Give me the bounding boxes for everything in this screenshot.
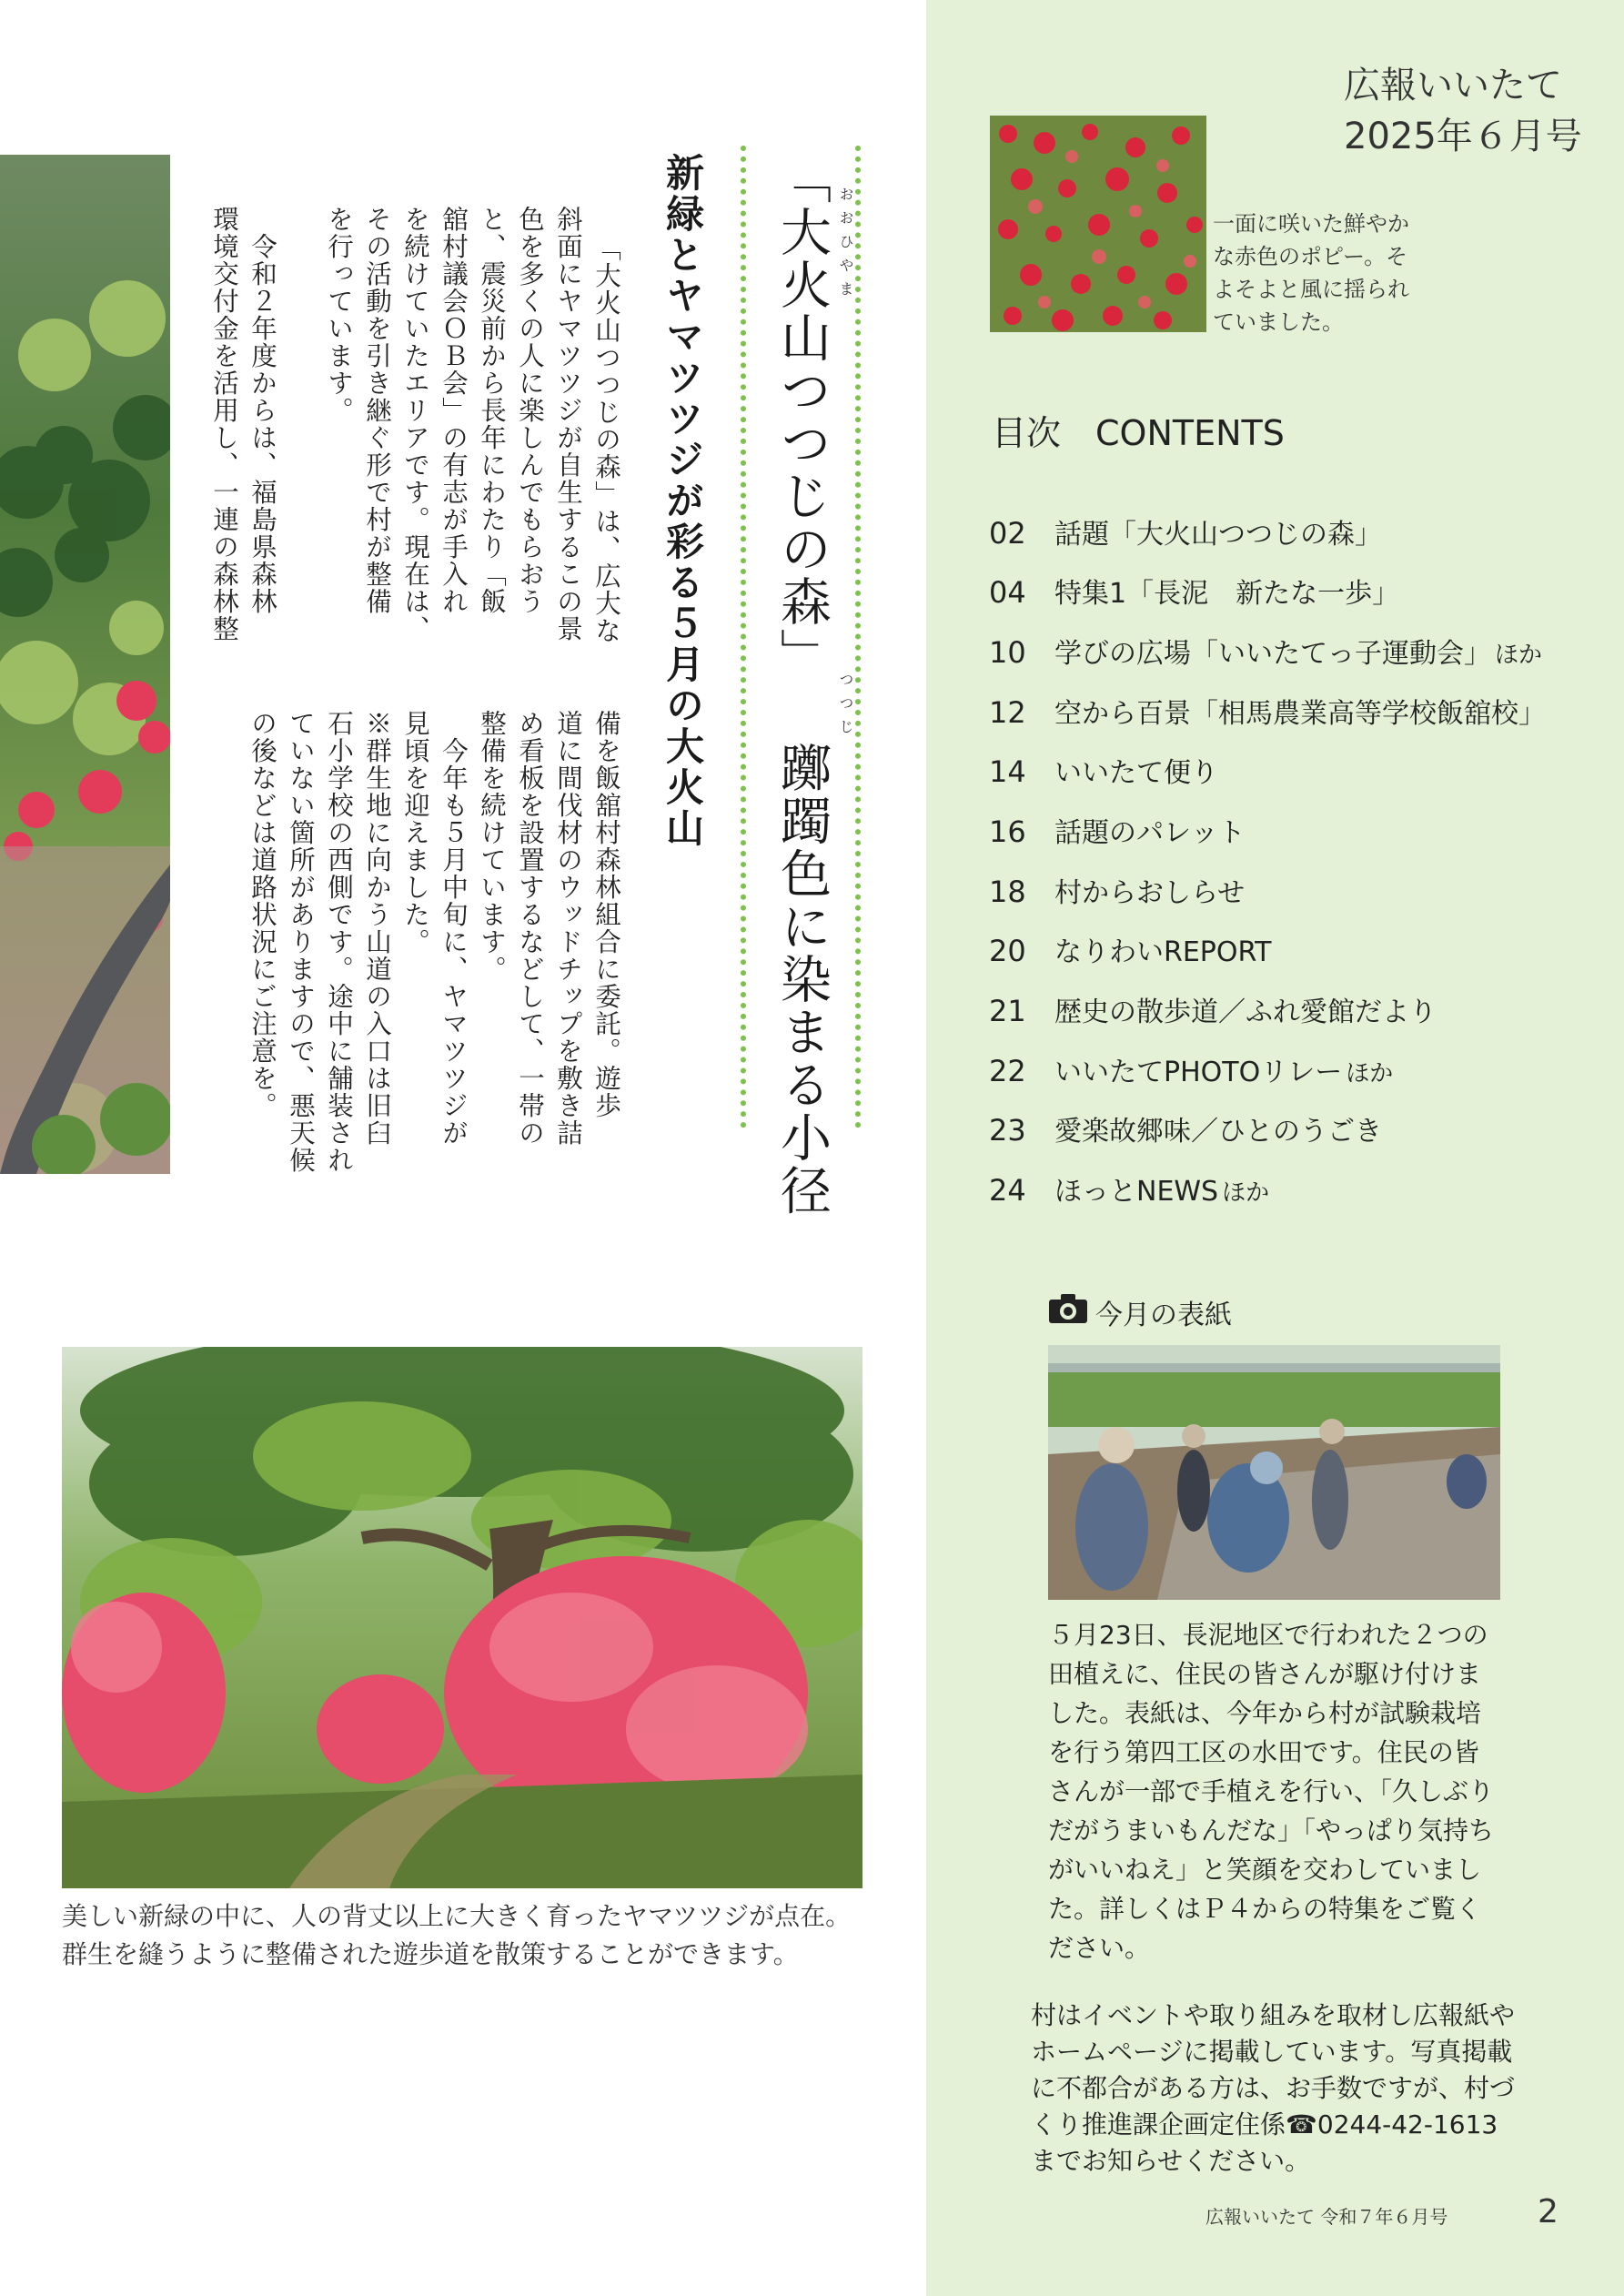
toc-title: 愛楽故郷味／ひとのうごき bbox=[1054, 1116, 1382, 1148]
toc-item[interactable] bbox=[989, 929, 1276, 966]
azalea-path-photo bbox=[62, 1347, 862, 1888]
body-line: と、震災前から長年にわたり「飯 bbox=[477, 206, 507, 615]
body-line: 「大火山つつじの森」は、広大な bbox=[591, 235, 621, 644]
toc-page-number: 18 bbox=[989, 875, 1026, 909]
cover-description: ５月23日、長泥地区で行われた２つの田植えに、住民の皆さんが駆け付けました。表紙は、今年から村が試験栽培を行う第四工区の水田です。住民の皆さんが一部で手植えを行い、「久しぶりだがうまいもんだな」「やっぱり気持ちがいいねえ」と笑顔を交わしていました。詳しくはＰ４からの特集をご覧ください。 bbox=[1048, 1620, 1495, 1963]
publication-name: 広報いいたて bbox=[1344, 65, 1562, 106]
body-line: 整備を続けています。 bbox=[477, 710, 507, 983]
toc-item[interactable] bbox=[989, 691, 1549, 730]
body-line: 備を飯舘村森林組合に委託。遊歩 bbox=[591, 710, 621, 1119]
body-line: 道に間伐材のウッドチップを敷き詰 bbox=[553, 710, 583, 1147]
mountain-slope-photo bbox=[0, 155, 170, 1174]
azalea-photo-caption-line-2: 群生を縫うように整備された遊歩道を散策することができます。 bbox=[62, 1939, 799, 1969]
toc-title: 村からおしらせ bbox=[1054, 877, 1246, 909]
body-line: 舘村議会ＯＢ会」の有志が手入れ bbox=[439, 206, 469, 615]
toc-title: 学びの広場「いいたてっ子運動会」 bbox=[1054, 638, 1491, 670]
body-line: 今年も５月中旬に、ヤマツツジが bbox=[439, 710, 469, 1147]
toc-page-number: 22 bbox=[989, 1054, 1026, 1088]
toc-title: いいたて便り bbox=[1054, 757, 1218, 789]
rice-planting-photo bbox=[1048, 1345, 1500, 1600]
toc-page-number: 16 bbox=[989, 814, 1026, 849]
toc-page-number: 24 bbox=[989, 1173, 1026, 1208]
toc-page-number: 04 bbox=[989, 575, 1026, 610]
body-line: ※群生地に向かう山道の入口は旧臼 bbox=[362, 710, 392, 1147]
toc-title: 話題のパレット bbox=[1054, 817, 1246, 849]
body-line: 色を多くの人に楽しんでもらおう bbox=[515, 206, 545, 615]
toc-item[interactable] bbox=[989, 571, 1403, 610]
cover-heading bbox=[1048, 1292, 1232, 1332]
toc-item[interactable] bbox=[989, 750, 1222, 789]
toc-item[interactable] bbox=[989, 511, 1386, 551]
body-line: ていない箇所がありますので、悪天候 bbox=[286, 710, 316, 1174]
toc-suffix: ほか bbox=[1222, 1179, 1270, 1207]
cover-heading-label: 今月の表紙 bbox=[1095, 1300, 1232, 1331]
mountain-slope-image bbox=[0, 155, 170, 1174]
poppy-image bbox=[990, 116, 1206, 332]
toc-title: いいたてPHOTOリレー bbox=[1054, 1057, 1343, 1088]
title-left-dotted-line bbox=[741, 146, 746, 1128]
toc-title: 歴史の散歩道／ふれ愛館だより bbox=[1054, 996, 1437, 1028]
toc-title: 空から百景「相馬農業高等学校飯舘校」 bbox=[1054, 698, 1546, 730]
rice-planting-image bbox=[1048, 1345, 1500, 1600]
title-ruby-tsutsuji: つつじ bbox=[837, 672, 854, 743]
body-line: 石小学校の西側です。途中に舗装され bbox=[324, 710, 354, 1174]
body-line: を行っています。 bbox=[324, 206, 354, 424]
azalea-path-image bbox=[62, 1347, 862, 1888]
toc-page-number: 14 bbox=[989, 754, 1026, 789]
toc-suffix: ほか bbox=[1495, 642, 1543, 669]
body-line: その活動を引き継ぐ形で村が整備 bbox=[362, 206, 392, 615]
body-line: を続けていたエリアです。現在は、 bbox=[400, 206, 430, 642]
toc-page-number: 02 bbox=[989, 516, 1026, 551]
toc-title: 特集1「長泥 新たな一歩」 bbox=[1054, 578, 1400, 610]
poppy-caption: 一面に咲いた鮮やかな赤色のポピー。そよそよと風に揺られていました。 bbox=[1213, 211, 1409, 335]
toc-item[interactable] bbox=[989, 810, 1249, 849]
toc-title: 話題「大火山つつじの森」 bbox=[1054, 519, 1382, 551]
body-line: の後などは道路状況にご注意を。 bbox=[247, 710, 277, 1119]
body-line: 見頃を迎えました。 bbox=[400, 710, 430, 956]
azalea-photo-caption-line-1: 美しい新緑の中に、人の背丈以上に大きく育ったヤマツツジが点在。 bbox=[62, 1901, 852, 1931]
toc-title: ほっとNEWS bbox=[1054, 1176, 1219, 1208]
toc-suffix: ほか bbox=[1346, 1060, 1394, 1087]
poppy-photo bbox=[990, 116, 1206, 332]
footer-publication: 広報いいたて 令和７年６月号 bbox=[1205, 2206, 1448, 2228]
article-title: 「大火山つつじの森」 躑躅色に染まる小径 bbox=[772, 153, 832, 1217]
article-subtitle: 新緑とヤマツツジが彩る５月の大火山 bbox=[661, 153, 705, 849]
toc-item[interactable] bbox=[989, 870, 1248, 909]
toc-item[interactable] bbox=[989, 989, 1440, 1026]
body-line: 環境交付金を活用し、一連の森林整 bbox=[209, 206, 239, 642]
page-number: 2 bbox=[1538, 2193, 1558, 2230]
body-line: 斜面にヤマツツジが自生するこの景 bbox=[553, 206, 583, 642]
toc-title: なりわいREPORT bbox=[1054, 936, 1272, 968]
body-line: め看板を設置するなどして、一帯の bbox=[515, 710, 545, 1147]
photo-notice: 村はイベントや取り組みを取材し広報紙やホームページに掲載しています。写真掲載に不都合がある方は、お手数ですが、村づくり推進課企画定住係☎0244-42-1613までお知らせください。 bbox=[1031, 2000, 1516, 2176]
title-ruby-oohiyama: おおひやま bbox=[837, 187, 854, 305]
body-line: 令和２年度からは、福島県森林 bbox=[247, 206, 277, 615]
toc-page-number: 12 bbox=[989, 695, 1026, 730]
toc-page-number: 21 bbox=[989, 994, 1026, 1028]
issue-date: 2025年６月号 bbox=[1344, 116, 1582, 157]
toc-item[interactable] bbox=[989, 631, 1543, 670]
toc-item[interactable] bbox=[989, 1168, 1270, 1208]
camera-icon bbox=[1048, 1293, 1088, 1331]
contents-heading: 目次 CONTENTS bbox=[992, 413, 1285, 453]
toc-item[interactable] bbox=[989, 1108, 1386, 1148]
toc-page-number: 20 bbox=[989, 934, 1026, 968]
toc-page-number: 10 bbox=[989, 635, 1026, 670]
toc-page-number: 23 bbox=[989, 1113, 1026, 1148]
toc-item[interactable] bbox=[989, 1049, 1393, 1086]
